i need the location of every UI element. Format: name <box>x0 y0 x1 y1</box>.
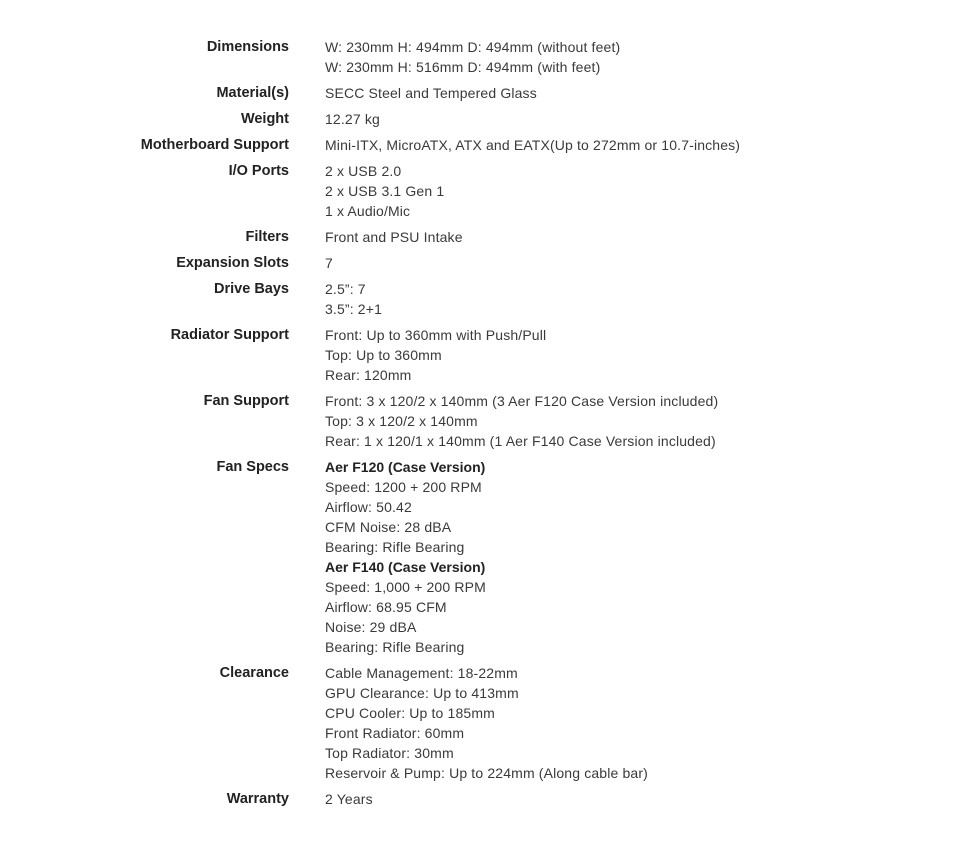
spec-value-line: 1 x Audio/Mic <box>325 203 411 219</box>
spec-value-line: Cable Management: 18-22mm <box>325 665 518 681</box>
spec-label: Dimensions <box>206 39 289 55</box>
spec-values <box>325 135 740 155</box>
spec-value-line: Noise: 29 dBA <box>325 619 417 635</box>
spec-label: Expansion Slots <box>176 255 289 271</box>
spec-values <box>325 391 718 451</box>
spec-subheading: Aer F140 (Case Version) <box>325 559 486 575</box>
spec-row <box>0 109 960 129</box>
spec-value-line: 2 x USB 3.1 Gen 1 <box>325 183 445 199</box>
spec-value-line: Speed: 1200 + 200 RPM <box>325 479 482 495</box>
spec-label: Drive Bays <box>214 281 289 297</box>
spec-label: Motherboard Support <box>140 137 289 153</box>
spec-row <box>0 789 960 809</box>
spec-value-line: 7 <box>325 255 333 271</box>
spec-row <box>0 37 960 77</box>
spec-value-line: CFM Noise: 28 dBA <box>325 519 452 535</box>
spec-value-line: Rear: 1 x 120/1 x 140mm (1 Aer F140 Case Version included) <box>325 433 716 449</box>
spec-value-line: W: 230mm H: 516mm D: 494mm (with feet) <box>325 59 601 75</box>
spec-row <box>0 227 960 247</box>
spec-value-line: SECC Steel and Tempered Glass <box>325 85 537 101</box>
spec-row <box>0 161 960 221</box>
spec-values <box>325 37 620 77</box>
spec-label: Radiator Support <box>170 327 289 343</box>
spec-value-line: Bearing: Rifle Bearing <box>325 539 465 555</box>
spec-label: Filters <box>245 229 289 245</box>
spec-label: Warranty <box>226 791 289 807</box>
spec-value-line: Rear: 120mm <box>325 367 412 383</box>
spec-value-line: Speed: 1,000 + 200 RPM <box>325 579 486 595</box>
spec-label: I/O Ports <box>228 163 289 179</box>
spec-value-line: Airflow: 50.42 <box>325 499 412 515</box>
spec-values <box>325 457 486 657</box>
spec-row <box>0 83 960 103</box>
spec-value-line: GPU Clearance: Up to 413mm <box>325 685 519 701</box>
spec-value-line: 2 Years <box>325 791 373 807</box>
spec-value-line: 12.27 kg <box>325 111 380 127</box>
spec-value-line: Airflow: 68.95 CFM <box>325 599 447 615</box>
spec-table <box>0 37 960 815</box>
spec-row <box>0 279 960 319</box>
spec-row <box>0 457 960 657</box>
spec-values <box>325 325 546 385</box>
spec-row <box>0 325 960 385</box>
spec-values <box>325 789 373 809</box>
spec-value-line: Front: 3 x 120/2 x 140mm (3 Aer F120 Case Version included) <box>325 393 719 409</box>
spec-subheading: Aer F120 (Case Version) <box>325 459 486 475</box>
spec-values <box>325 83 537 103</box>
spec-value-line: Front Radiator: 60mm <box>325 725 465 741</box>
spec-value-line: 2.5”: 7 <box>325 281 366 297</box>
spec-value-line: W: 230mm H: 494mm D: 494mm (without feet) <box>325 39 621 55</box>
spec-values <box>325 663 648 783</box>
spec-value-line: 2 x USB 2.0 <box>325 163 402 179</box>
spec-value-line: Reservoir & Pump: Up to 224mm (Along cable bar) <box>325 765 648 781</box>
spec-values <box>325 279 382 319</box>
spec-label: Fan Specs <box>216 459 289 475</box>
spec-value-line: Mini-ITX, MicroATX, ATX and EATX(Up to 272mm or 10.7-inches) <box>325 137 741 153</box>
spec-values <box>325 161 444 221</box>
spec-value-line: Top Radiator: 30mm <box>325 745 454 761</box>
spec-value-line: Front and PSU Intake <box>325 229 463 245</box>
spec-label: Clearance <box>219 665 289 681</box>
spec-label: Fan Support <box>203 393 289 409</box>
spec-value-line: CPU Cooler: Up to 185mm <box>325 705 495 721</box>
spec-label: Material(s) <box>216 85 289 101</box>
spec-row <box>0 391 960 451</box>
spec-values <box>325 227 463 247</box>
spec-value-line: Top: Up to 360mm <box>325 347 442 363</box>
spec-row <box>0 663 960 783</box>
spec-row <box>0 253 960 273</box>
spec-row <box>0 135 960 155</box>
spec-value-line: Bearing: Rifle Bearing <box>325 639 465 655</box>
spec-value-line: 3.5”: 2+1 <box>325 301 383 317</box>
spec-label: Weight <box>240 111 289 127</box>
spec-value-line: Top: 3 x 120/2 x 140mm <box>325 413 478 429</box>
spec-values <box>325 253 333 273</box>
spec-value-line: Front: Up to 360mm with Push/Pull <box>325 327 547 343</box>
spec-values <box>325 109 380 129</box>
